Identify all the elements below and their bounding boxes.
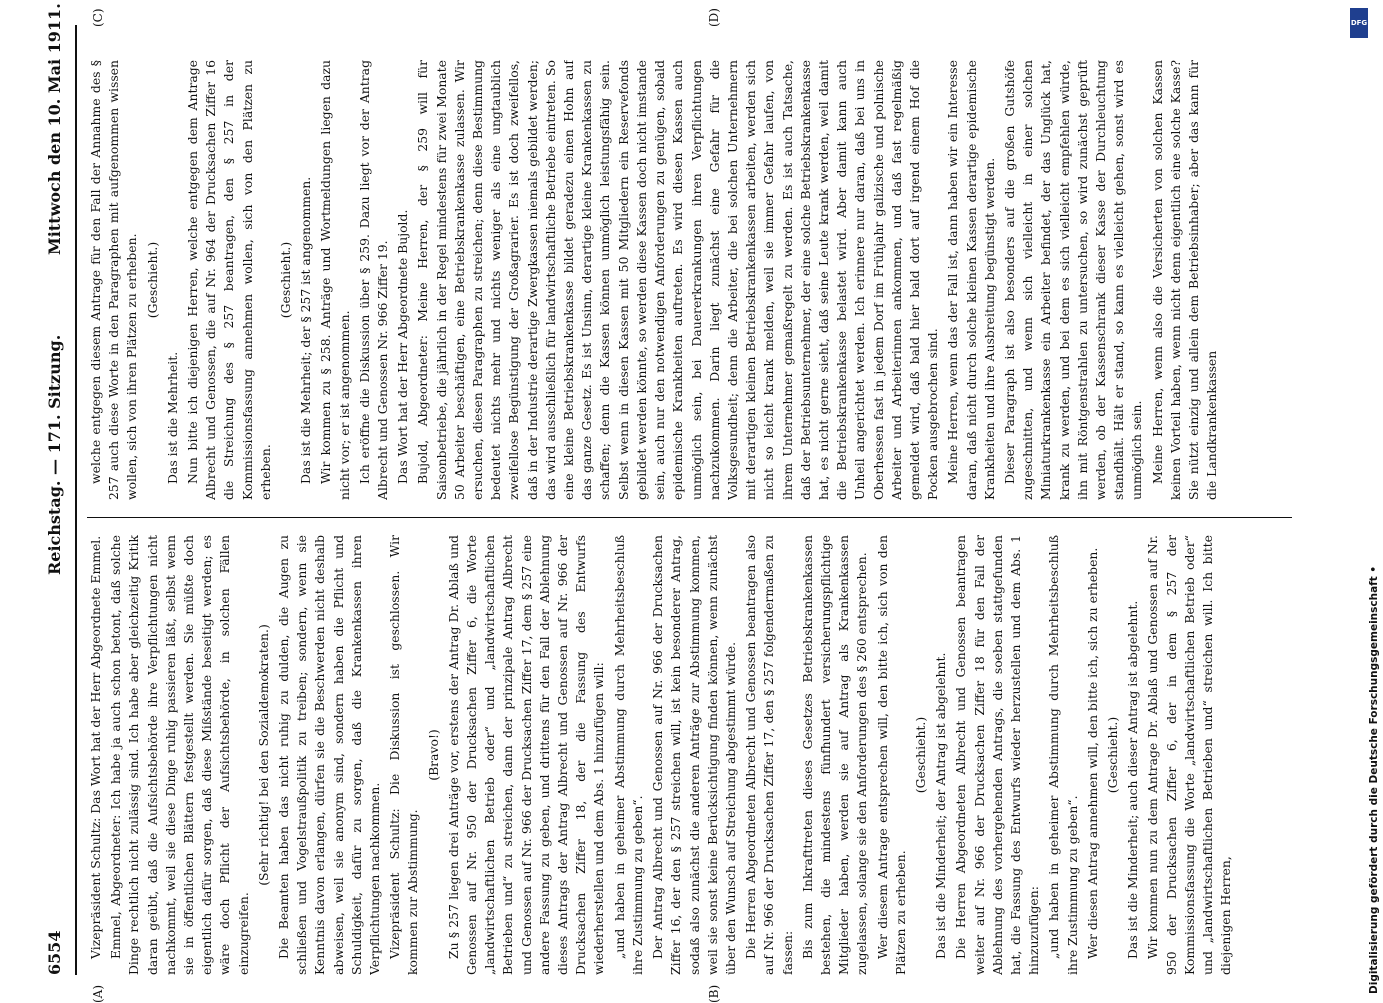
right-text-column	[87, 60, 1292, 500]
paragraph: Das ist die Minderheit; auch dieser Antrag ist abgelehnt.	[1125, 600, 1141, 959]
credit-text: Digitalisierung gefördert durch die Deutsche Forschungsgemeinschaft •	[1368, 565, 1380, 994]
margin-marker-b: (B)	[707, 984, 721, 1003]
margin-marker-a: (A)	[91, 984, 105, 1003]
interjection: (Geschieht.)	[1104, 716, 1120, 794]
session-date: Mittwoch den 10. Mai 1911.	[45, 3, 64, 255]
paragraph: Bis zum Inkrafttreten dieses Gesetzes Betriebskrankenkassen bestehen, die mindestens fünfhundert versicherungspflichtige Mitglieder haben, werden sie auf Antrag als Krankenkassen zugelassen, solange sie den Anforderungen des § 260 entsprechen.	[799, 535, 870, 975]
page-number: 6554	[45, 930, 64, 975]
paragraph: Der Antrag Albrecht und Genossen auf Nr. 966 der Drucksachen Ziffer 16, der den § 257 streichen will, ist kein besonderer Antrag, sodaß also zunächst die anderen Anträge zur Abstimmung kommen, weil sie sonst keine Berücksichtigung finden können, wenn zunächst über den Wunsch auf Streichung abgestimmt würde.	[650, 535, 738, 975]
paragraph: Die Beamten haben das nicht ruhig zu dulden, die Augen zu schließen und Vogelstraußpolitik zu treiben; sondern, wenn sie Kenntnis davon erlangen, dürfen sie die Beschwerden nicht deshalb abweisen, weil sie anonym sind, sondern haben die Pflicht und Schuldigkeit, dafür zu sorgen, daß die Krankenkassen ihren Verpflichtungen nachkommen.	[276, 535, 383, 975]
paragraph: „und haben in geheimer Abstimmung durch Mehrheitsbeschluß ihre Zustimmung zu geben“.	[611, 535, 645, 975]
paragraph: Zu § 257 liegen drei Anträge vor, erstens der Antrag Dr. Ablaß und Genossen auf Nr. 950 der Drucksachen Ziffer 6, die Worte „landwirtschaftlichen Betrieb oder“ und „landwirtschaftlichen Betrieben und“ zu streichen, dann der prinzipale Antrag Albrecht und Genossen auf Nr. 966 der Drucksachen Ziffer 17, dem § 257 eine andere Fassung zu geben, und drittens für den Fall der Ablehnung dieses Antrags der Antrag Albrecht und Genossen auf Nr. 966 der Drucksachen Ziffer 18, der die Fassung des Entwurfs wiederherstellen und dem Abs. 1 hinzufügen will:	[445, 535, 607, 975]
paragraph: Meine Herren, wenn also die Versicherten von solchen Kassen keinen Vorteil haben, wenn nicht denn eigentlich eine solche Kasse? Sie nützt einzig und allein dem Betriebsinhaber; aber das kann für die Landkrankenkassen	[1149, 60, 1220, 500]
paragraph: Nun bitte ich diejenigen Herren, welche entgegen dem Antrage Albrecht und Genossen, die auf Nr. 964 der Drucksachen Ziffer 16 die Streichung des § 257 beantragen, den § 257 in der Kommissionsfassung annehmen wollen, sich von den Plätzen zu erheben.	[185, 60, 273, 500]
paragraph: Das ist die Mehrheit.	[164, 351, 180, 484]
paragraph: Das Wort hat der Herr Abgeordnete Bujold.	[395, 209, 411, 484]
paragraph: Ich eröffne die Diskussion über § 259. Dazu liegt vor der Antrag Albrecht und Genossen Nr. 966 Ziffer 19.	[356, 60, 391, 500]
paragraph: Das ist die Minderheit; der Antrag ist abgelehnt.	[933, 652, 949, 959]
paragraph: Emmel, Abgeordneter: Ich habe ja auch schon betont, daß solche Dinge rechtlich nicht zulässig sind. Ich habe aber gleichzeitig Kritik daran geübt, daß die Aufsichtsbehörde ihre Verpflichtungen nicht nachkommt, weil sie diese Dinge ruhig passieren läßt, selbst wenn sie in öffentlichen Blättern festgestellt werden. Sie müßte doch eigentlich dafür sorgen, daß diese Mißstände beseitigt werden; es wäre doch Pflicht der Aufsichtsbehörde, in solchen Fällen einzugreifen.	[108, 535, 251, 975]
paragraph: Vizepräsident Schultz: Die Diskussion ist geschlossen. Wir kommen zur Abstimmung.	[387, 535, 421, 975]
interjection: (Geschieht.)	[278, 241, 294, 319]
interjection: (Geschieht.)	[144, 241, 160, 319]
dfg-logo: DFG	[1350, 8, 1368, 38]
rotated-page-container	[35, 3, 1305, 1003]
paragraph: Das ist die Mehrheit; der § 257 ist angenommen.	[298, 176, 314, 484]
paragraph: Vizepräsident Schultz: Das Wort hat der Herr Abgeordnete Emmel.	[88, 535, 103, 959]
paragraph: Dieser Paragraph ist also besonders auf die großen Gutshöfe zugeschnitten, und wenn sich vielleicht in einer solchen Miniaturkrankenkasse ein Arbeiter befindet, der das Unglück hat, krank zu werden, und bei dem es sich vielleicht empfehlen würde, ihn mit Röntgenstrahlen zu untersuchen, so wird zunächst geprüft werden, ob der Kassenschrank dieser Kasse der Durchleuchtung standhält. Hält er stand, so kann es vielleicht gehen, sonst wird es unmöglich sein.	[1001, 60, 1145, 500]
paragraph: Wir kommen zu § 258. Anträge und Wortmeldungen liegen dazu nicht vor; er ist angenommen.	[318, 60, 352, 500]
session-title: Reichstag. — 171. Sitzung.	[45, 334, 64, 575]
margin-marker-d: (D)	[707, 8, 721, 27]
document-page	[35, 3, 1305, 1003]
digitization-credit	[1346, 8, 1380, 994]
paragraph: „und haben in geheimer Abstimmung durch Mehrheitsbeschluß ihre Zustimmung zu geben“.	[1046, 535, 1080, 975]
paragraph: Wer diesen Antrag annehmen will, den bitte ich, sich zu erheben.	[1084, 547, 1100, 959]
paragraph: Die Herren Abgeordneten Albrecht und Genossen beantragen also auf Nr. 966 der Drucksachen Ziffer 17, den § 257 folgendermaßen zu fassen:	[743, 535, 795, 975]
margin-marker-c: (C)	[91, 8, 105, 27]
interjection: (Geschieht.)	[912, 716, 928, 794]
left-text-column	[87, 535, 1292, 975]
column-divider	[87, 517, 1292, 518]
paragraph: Wer diesem Antrage entsprechen will, den bitte ich, sich von den Plätzen zu erheben.	[874, 535, 908, 975]
paragraph: Die Herren Abgeordneten Albrecht und Genossen beantragen weiter auf Nr. 966 der Drucksachen Ziffer 18 für den Fall der Ablehnung des vorhergehenden Antrags, die soeben stattgefunden hat, die Fassung des Entwurfs wieder herzustellen und dem Abs. 1 hinzuzufügen:	[953, 535, 1042, 975]
paragraph: Bujold, Abgeordneter: Meine Herren, der § 259 will für Saisonbetriebe, die jährlich in der Regel mindestens für zwei Monate 50 Arbeiter beschäftigen, eine Betriebskrankenkasse zulassen. Wir ersuchen, diesen Paragraphen zu streichen; denn diese Bestimmung bedeutet nichts mehr und nichts weniger als eine ungtaublich zweifellose Begünstigung der Großagrarier. Es ist doch zweifellos, daß in der Industrie derartige Zwergkassen niemals gebildet werden; das wird ausschließlich für landwirtschaftliche Betriebe eintreten. So eine kleine Betriebskrankenkasse bildet geradezu einen Hohn auf das ganze Gesetz. Es ist Unsinn, derartige kleine Krankenkassen zu schaffen; denn die Kassen können unmöglich leistungsfähig sein. Selbst wenn in diesen Kassen mit 50 Mitgliedern ein Reservefonds gebildet werden könnte, so werden diese Kassen doch nicht imstande sein, auch nur den notwendigen Anforderungen zu genügen, sobald epidemische Krankheiten auftreten. Es wird diesen Kassen auch unmöglich sein, bei Dauererkrankungen ihren Verpflichtungen nachzukommen. Darin liegt zunächst eine Gefahr für die Volksgesundheit; denn die Arbeiter, die bei solchen Unternehmern mit derartigen kleinen Betriebskrankenkassen arbeiten, werden sich nicht so leicht krank melden, weil sie immer Gefahr laufen, von ihrem Unternehmer gemaßregelt zu werden. Es ist auch Tatsache, daß der Betriebsunternehmer, der eine solche Betriebskrankenkasse hat, es nicht gerne sieht, daß seine Leute krank werden, weil damit die Betriebskrankenkasse belastet wird. Aber damit kann auch Unheil angerichtet werden. Ich erinnere nur daran, daß bei uns in Oberhessen fast in jedem Dorf im Frühjahr galizische und polnische Arbeiter und Arbeiterinnen ankommen, und daß fast regelmäßig gemeldet wird, daß bald hier bald dort auf irgend einem Hof die Pocken ausgebrochen sind.	[415, 60, 941, 500]
paragraph: welche entgegen diesem Antrage für den Fall der Annahme des § 257 auch diese Worte in den Paragraphen mit aufgenommen wissen wollen, sich von ihren Plätzen zu erheben.	[88, 60, 140, 500]
paragraph: Wir kommen nun zu dem Antrage Dr. Ablaß und Genossen auf Nr. 950 der Drucksachen Ziffer 6, der in dem § 257 der Kommissionsfassung die Worte „landwirtschaftlichen Betrieb oder“ und „landwirtschaftlichen Betrieben und“ streichen will. Ich bitte diejenigen Herren,	[1145, 535, 1234, 975]
interjection: (Bravo!)	[425, 729, 441, 781]
interjection: (Sehr richtig! bei den Sozialdemokraten.)	[255, 624, 271, 886]
page-header	[35, 3, 77, 975]
paragraph: Meine Herren, wenn das der Fall ist, dann haben wir ein Interesse daran, daß nicht durch solche kleinen Kassen derartige epidemische Krankheiten und ihre Ausbreitung begünstigt werden.	[945, 60, 997, 500]
